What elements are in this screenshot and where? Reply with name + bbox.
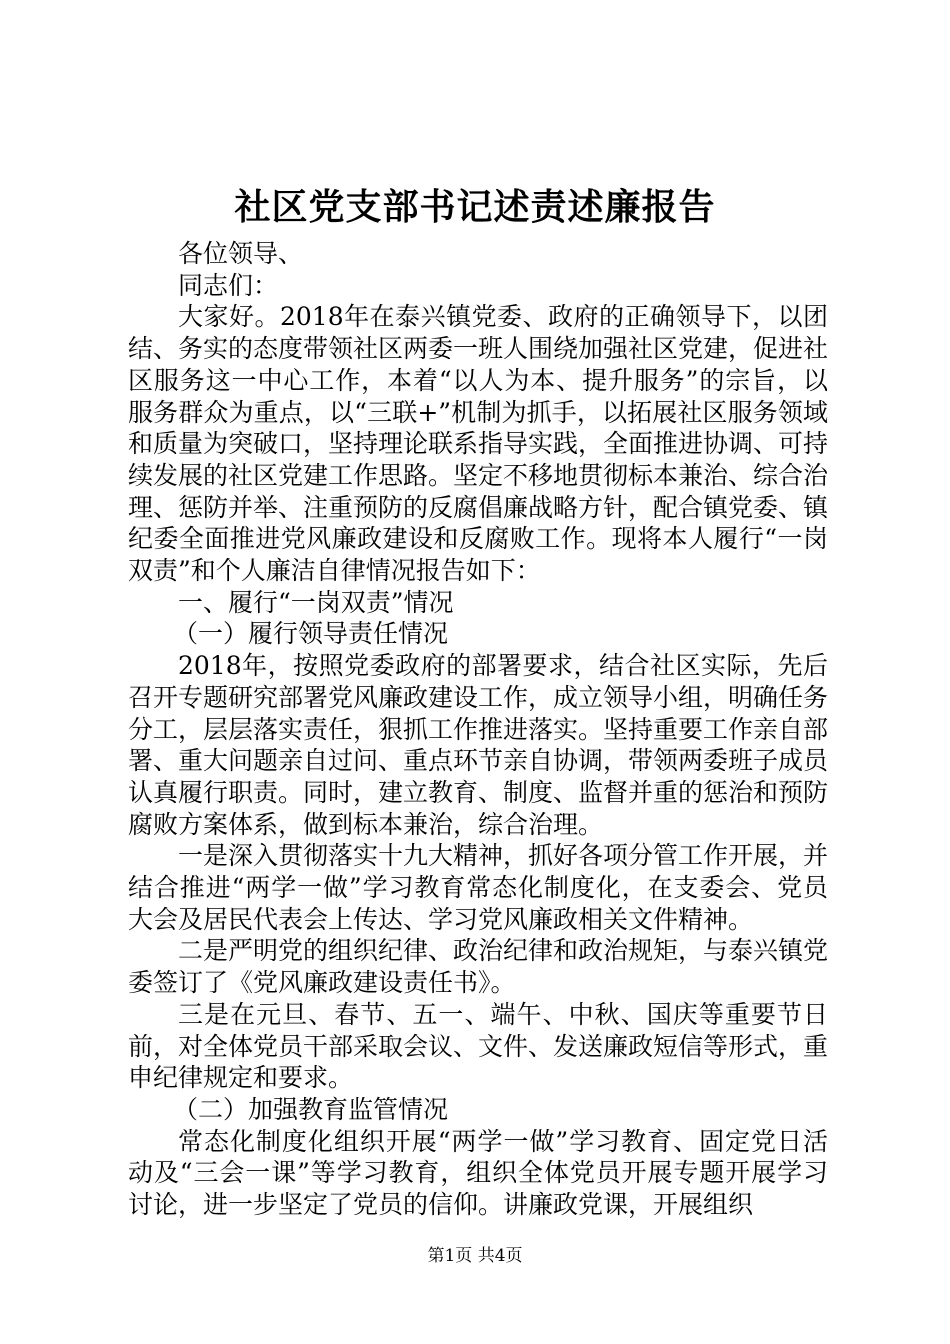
intro-paragraph: 大家好。2018年在泰兴镇党委、政府的正确领导下，以团结、务实的态度带领社区两委一班人围绕加强社区党建，促进社区服务这一中心工作，本着“以人为本、提升服务”的宗旨，以服务群众为重点，以“三联+”机制为抓手，以拓展社区服务领域和质量为突破口，坚持理论联系指导实践，全面推进协调、可持续发展的社区党建工作思路。坚定不移地贯彻标本兼治、综合治理、惩防并举、注重预防的反腐倡廉战略方针，配合镇党委、镇纪委全面推进党风廉政建设和反腐败工作。现将本人履行“一岗双责”和个人廉洁自律情况报告如下： <box>128 302 829 586</box>
body-paragraph: 常态化制度化组织开展“两学一做”学习教育、固定党日活动及“三会一课”等学习教育，组织全体党员开展专题开展学习讨论，进一步坚定了党员的信仰。讲廉政党课，开展组织 <box>128 1126 828 1220</box>
page-footer: 第1页 共4页 <box>427 1246 523 1266</box>
document-title: 社区党支部书记述责述廉报告 <box>234 186 716 228</box>
subsection-heading-1: （一）履行领导责任情况 <box>173 619 449 649</box>
section-heading-1: 一、履行“一岗双责”情况 <box>178 587 454 617</box>
salutation-line-1: 各位领导、 <box>178 239 304 268</box>
body-paragraph: 二是严明党的组织纪律、政治纪律和政治规矩，与泰兴镇党委签订了《党风廉政建设责任书》。 <box>128 936 829 998</box>
body-paragraph: 三是在元旦、春节、五一、端午、中秋、国庆等重要节日前，对全体党员干部采取会议、文件、发送廉政短信等形式，重申纪律规定和要求。 <box>128 999 829 1093</box>
salutation-line-2: 同志们： <box>178 270 279 300</box>
subsection-heading-2: （二）加强教育监管情况 <box>173 1094 449 1124</box>
body-paragraph: 一是深入贯彻落实十九大精神，抓好各项分管工作开展，并结合推进“两学一做”学习教育常态化制度化，在支委会、党员大会及居民代表会上传达、学习党风廉政相关文件精神。 <box>128 841 829 934</box>
document-body <box>128 238 828 1221</box>
body-paragraph: 2018年，按照党委政府的部署要求，结合社区实际，先后召开专题研究部署党风廉政建设工作，成立领导小组，明确任务分工，层层落实责任，狠抓工作推进落实。坚持重要工作亲自部署、重大问题亲自过问、重点环节亲自协调，带领两委班子成员认真履行职责。同时，建立教育、制度、监督并重的惩治和预防腐败方案体系，做到标本兼治，综合治理。 <box>128 651 829 839</box>
